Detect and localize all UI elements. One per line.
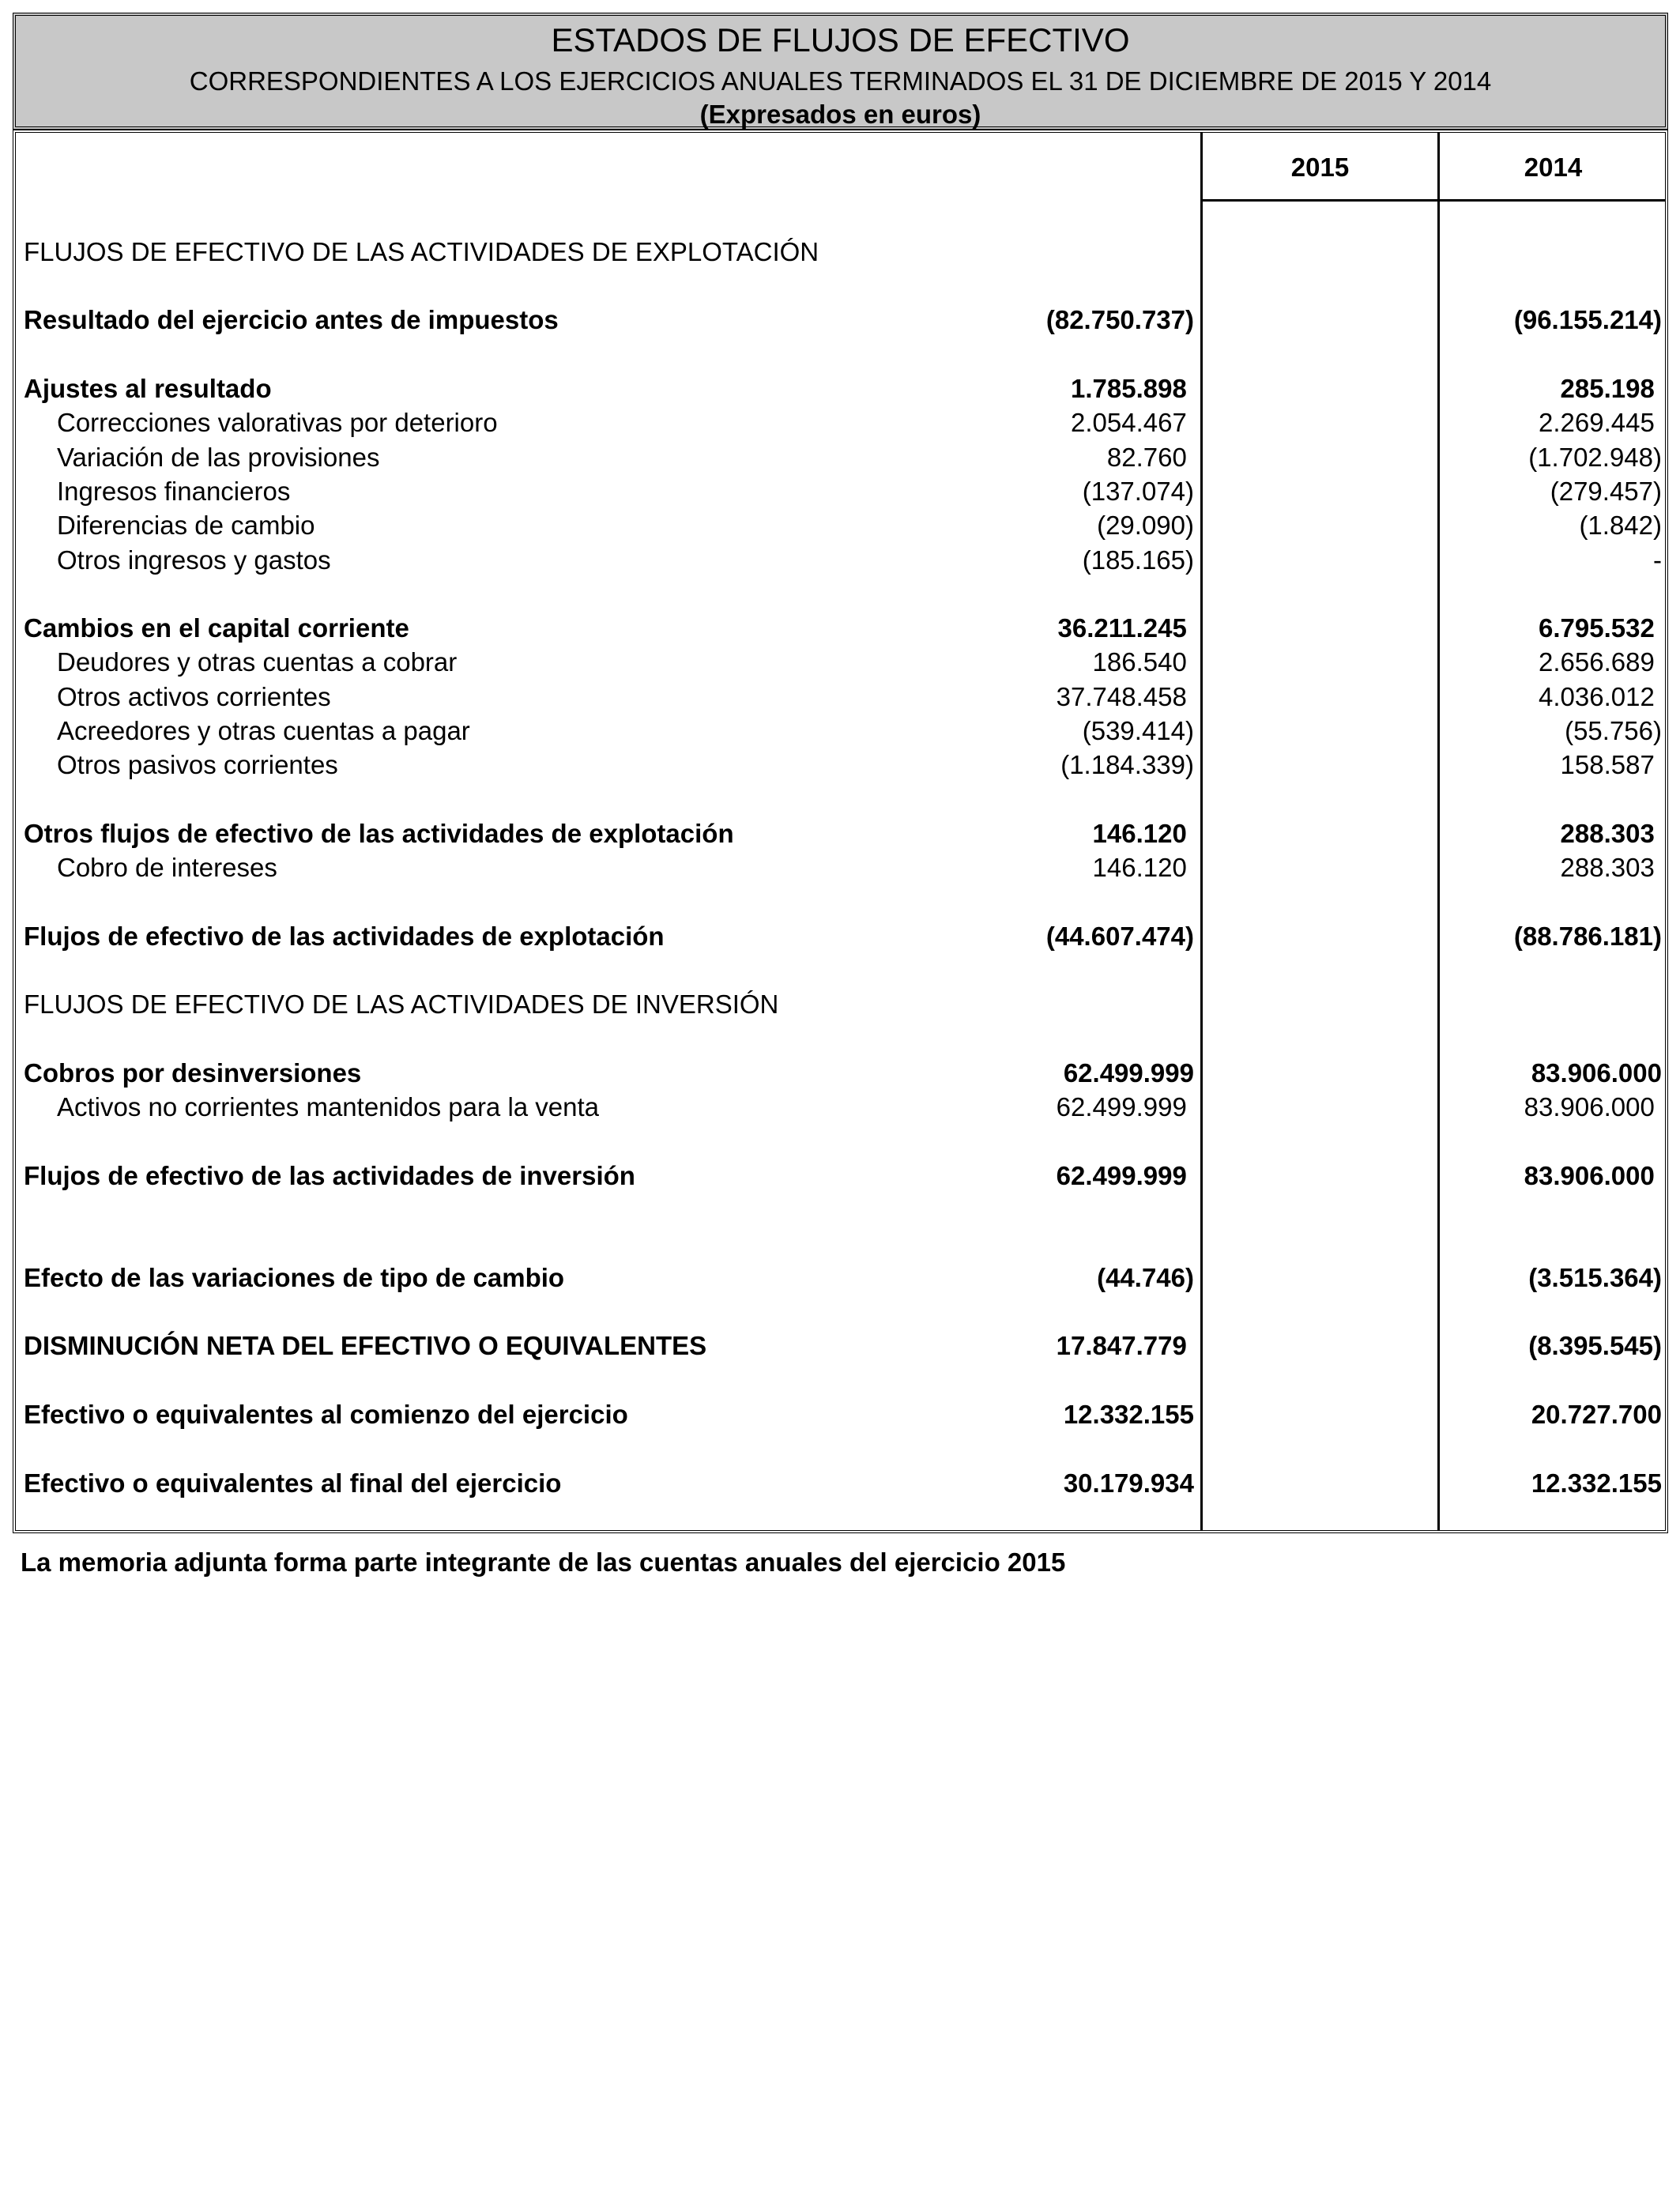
table-row bbox=[16, 1467, 1665, 1500]
value-2015: 62.499.999 bbox=[1056, 1161, 1194, 1190]
value-2015: 17.847.779 bbox=[1056, 1331, 1194, 1360]
value-2014: (3.515.364) bbox=[1528, 1263, 1662, 1292]
value-2015: (1.184.339) bbox=[1060, 750, 1194, 779]
value-2015: (82.750.737) bbox=[1045, 305, 1194, 334]
table-row bbox=[16, 372, 1665, 405]
table-row bbox=[16, 1329, 1665, 1363]
section-row-operating bbox=[16, 236, 1665, 269]
value-2014: (1.842) bbox=[1579, 511, 1662, 540]
row-label: Acreedores y otras cuentas a pagar bbox=[57, 716, 470, 745]
table-row bbox=[16, 646, 1665, 679]
statement-header bbox=[13, 13, 1668, 130]
row-label: Otros pasivos corrientes bbox=[57, 750, 338, 779]
column-header-rule bbox=[1200, 199, 1665, 202]
row-label: Resultado del ejercicio antes de impuestos bbox=[24, 305, 559, 334]
value-2015: (539.414) bbox=[1082, 716, 1194, 745]
statement-subtitle: CORRESPONDIENTES A LOS EJERCICIOS ANUALES TERMINADOS EL 31 DE DICIEMBRE DE 2015 Y 2014 bbox=[189, 66, 1492, 96]
table-row bbox=[16, 920, 1665, 953]
row-label: Flujos de efectivo de las actividades de inversión bbox=[24, 1161, 635, 1190]
value-2014: 288.303 bbox=[1560, 853, 1662, 882]
table-row bbox=[16, 1398, 1665, 1431]
value-2014: 83.906.000 bbox=[1524, 1092, 1662, 1122]
table-row bbox=[16, 303, 1665, 337]
value-2015: (44.746) bbox=[1097, 1263, 1194, 1292]
value-2015: 82.760 bbox=[1106, 443, 1194, 472]
value-2014: (88.786.181) bbox=[1513, 922, 1662, 951]
value-2015: 1.785.898 bbox=[1071, 374, 1194, 403]
row-label: Cobro de intereses bbox=[57, 853, 277, 882]
row-label: Deudores y otras cuentas a cobrar bbox=[57, 647, 458, 677]
row-label: Cobros por desinversiones bbox=[24, 1058, 362, 1088]
table-row bbox=[16, 1057, 1665, 1090]
value-2015: 30.179.934 bbox=[1063, 1468, 1194, 1498]
value-2014: - bbox=[1653, 545, 1662, 575]
value-2015: 186.540 bbox=[1092, 647, 1194, 677]
value-2014: 83.906.000 bbox=[1531, 1058, 1662, 1088]
row-label: Cambios en el capital corriente bbox=[24, 613, 409, 643]
statement-title: ESTADOS DE FLUJOS DE EFECTIVO bbox=[551, 21, 1130, 58]
row-label: Ajustes al resultado bbox=[24, 374, 272, 403]
table-row bbox=[16, 1091, 1665, 1124]
table-row bbox=[16, 1261, 1665, 1295]
value-2014: 4.036.012 bbox=[1539, 682, 1662, 711]
value-2014: 2.656.689 bbox=[1539, 647, 1662, 677]
table-row bbox=[16, 475, 1665, 508]
value-2015: 62.499.999 bbox=[1063, 1058, 1194, 1088]
row-label: Otros activos corrientes bbox=[57, 682, 331, 711]
value-2015: (44.607.474) bbox=[1045, 922, 1194, 951]
row-label: Activos no corrientes mantenidos para la venta bbox=[57, 1092, 600, 1122]
footnote: La memoria adjunta forma parte integrante de las cuentas anuales del ejercicio 2015 bbox=[21, 1547, 1066, 1577]
table-row bbox=[16, 714, 1665, 748]
row-label: DISMINUCIÓN NETA DEL EFECTIVO O EQUIVALENTES bbox=[24, 1331, 707, 1360]
value-2014: (1.702.948) bbox=[1528, 443, 1662, 472]
value-2014: 288.303 bbox=[1560, 819, 1662, 848]
value-2014: 12.332.155 bbox=[1531, 1468, 1662, 1498]
table-row bbox=[16, 441, 1665, 474]
table-row bbox=[16, 544, 1665, 577]
column-header-2015: 2015 bbox=[1290, 153, 1350, 182]
value-2015: (137.074) bbox=[1082, 477, 1194, 506]
value-2014: 285.198 bbox=[1560, 374, 1662, 403]
value-2014: (279.457) bbox=[1550, 477, 1662, 506]
value-2015: (29.090) bbox=[1097, 511, 1194, 540]
value-2015: 36.211.245 bbox=[1057, 613, 1194, 643]
table-row bbox=[16, 851, 1665, 884]
row-label: FLUJOS DE EFECTIVO DE LAS ACTIVIDADES DE EXPLOTACIÓN bbox=[24, 237, 819, 266]
table-row bbox=[16, 509, 1665, 542]
value-2014: 20.727.700 bbox=[1531, 1400, 1662, 1429]
value-2015: 37.748.458 bbox=[1056, 682, 1194, 711]
value-2014: 158.587 bbox=[1560, 750, 1662, 779]
value-2015: 2.054.467 bbox=[1071, 408, 1194, 437]
table-row bbox=[16, 1159, 1665, 1193]
cash-flow-table bbox=[13, 130, 1668, 1533]
value-2015: 146.120 bbox=[1092, 853, 1194, 882]
row-label: FLUJOS DE EFECTIVO DE LAS ACTIVIDADES DE INVERSIÓN bbox=[24, 990, 779, 1019]
table-row bbox=[16, 817, 1665, 850]
value-2015: 12.332.155 bbox=[1063, 1400, 1194, 1429]
row-label: Efectivo o equivalentes al final del ejercicio bbox=[24, 1468, 562, 1498]
column-header-2014: 2014 bbox=[1524, 153, 1583, 182]
row-label: Diferencias de cambio bbox=[57, 511, 315, 540]
value-2014: (55.756) bbox=[1565, 716, 1662, 745]
value-2014: 6.795.532 bbox=[1539, 613, 1662, 643]
row-label: Ingresos financieros bbox=[57, 477, 291, 506]
currency-note: (Expresados en euros) bbox=[699, 100, 981, 129]
row-label: Flujos de efectivo de las actividades de explotación bbox=[24, 922, 665, 951]
row-label: Variación de las provisiones bbox=[57, 443, 380, 472]
row-label: Efectivo o equivalentes al comienzo del ejercicio bbox=[24, 1400, 628, 1429]
value-2015: (185.165) bbox=[1082, 545, 1194, 575]
row-label: Otros flujos de efectivo de las actividades de explotación bbox=[24, 819, 734, 848]
value-2015: 146.120 bbox=[1092, 819, 1194, 848]
value-2014: (8.395.545) bbox=[1528, 1331, 1662, 1360]
row-label: Efecto de las variaciones de tipo de cambio bbox=[24, 1263, 565, 1292]
value-2014: 2.269.445 bbox=[1539, 408, 1662, 437]
row-label: Otros ingresos y gastos bbox=[57, 545, 331, 575]
table-row bbox=[16, 680, 1665, 714]
value-2014: (96.155.214) bbox=[1513, 305, 1662, 334]
section-row-investing bbox=[16, 988, 1665, 1021]
row-label: Correcciones valorativas por deterioro bbox=[57, 408, 498, 437]
value-2015: 62.499.999 bbox=[1056, 1092, 1194, 1122]
value-2014: 83.906.000 bbox=[1524, 1161, 1662, 1190]
table-row bbox=[16, 748, 1665, 782]
table-row bbox=[16, 612, 1665, 645]
table-row bbox=[16, 406, 1665, 439]
